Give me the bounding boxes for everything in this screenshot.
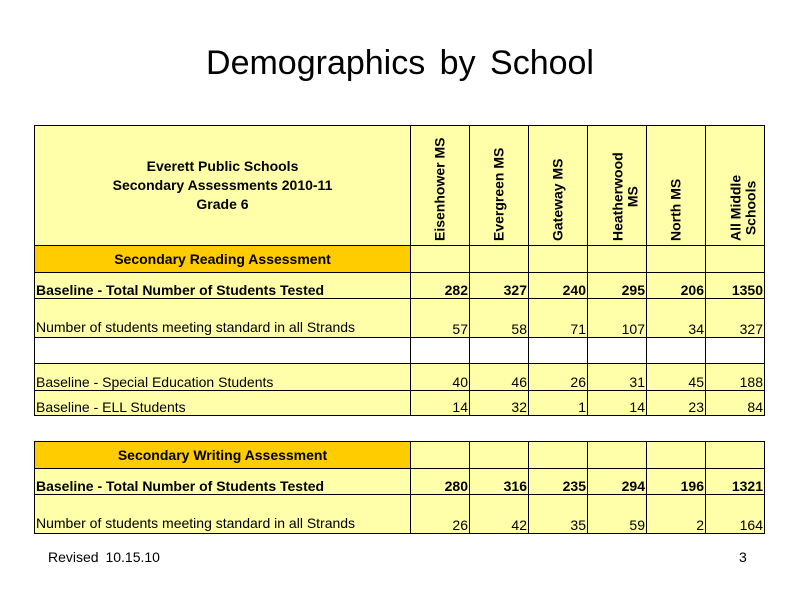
- school-header-all: [706, 126, 765, 246]
- slide-title: Demographics by School: [206, 44, 594, 82]
- school-header-gateway: [529, 126, 588, 246]
- value-cell: 84: [706, 391, 765, 416]
- empty-cell: [411, 338, 470, 364]
- value-cell: 2: [647, 495, 706, 534]
- empty-cell: [529, 442, 588, 469]
- spacer-row: [35, 338, 765, 364]
- value-cell: 316: [470, 469, 529, 495]
- value-cell: 40: [411, 364, 470, 391]
- value-cell: 188: [706, 364, 765, 391]
- empty-cell: [706, 442, 765, 469]
- value-cell: 58: [470, 299, 529, 338]
- value-cell: 327: [470, 273, 529, 299]
- row-label: Baseline - Total Number of Students Tested: [35, 469, 411, 495]
- value-cell: 71: [529, 299, 588, 338]
- school-name: Gateway MS: [549, 158, 566, 241]
- value-cell: 107: [588, 299, 647, 338]
- value-cell: 1321: [706, 469, 765, 495]
- table-row: [35, 495, 765, 534]
- empty-cell: [588, 246, 647, 273]
- reading-table: [34, 125, 765, 416]
- empty-cell: [706, 246, 765, 273]
- school-name-line2: MS: [624, 186, 641, 208]
- empty-cell: [411, 246, 470, 273]
- school-name: All Middle: [727, 174, 744, 241]
- value-cell: 26: [411, 495, 470, 534]
- writing-section-label: Secondary Writing Assessment: [35, 442, 411, 469]
- row-label: Baseline - Special Education Students: [35, 364, 411, 391]
- revised-date: Revised 10.15.10: [48, 549, 160, 565]
- value-cell: 235: [529, 469, 588, 495]
- row-label: Number of students meeting standard in all Strands: [35, 495, 411, 534]
- school-header-eisenhower: [411, 126, 470, 246]
- value-cell: 45: [647, 364, 706, 391]
- value-cell: 327: [706, 299, 765, 338]
- empty-cell: [647, 442, 706, 469]
- empty-cell: [529, 246, 588, 273]
- value-cell: 32: [470, 391, 529, 416]
- value-cell: 206: [647, 273, 706, 299]
- value-cell: 42: [470, 495, 529, 534]
- empty-cell: [470, 246, 529, 273]
- row-label: Baseline - ELL Students: [35, 391, 411, 416]
- school-header-heatherwood: [588, 126, 647, 246]
- empty-cell: [588, 338, 647, 364]
- value-cell: 1: [529, 391, 588, 416]
- school-header-evergreen: [470, 126, 529, 246]
- row-label: Baseline - Total Number of Students Tested: [35, 273, 411, 299]
- table-title-cell: [35, 126, 411, 246]
- empty-cell: [647, 246, 706, 273]
- value-cell: 196: [647, 469, 706, 495]
- value-cell: 1350: [706, 273, 765, 299]
- school-header-north: [647, 126, 706, 246]
- value-cell: 282: [411, 273, 470, 299]
- value-cell: 14: [411, 391, 470, 416]
- school-name: Evergreen MS: [490, 147, 507, 241]
- school-name: Eisenhower MS: [431, 137, 448, 241]
- school-name-line2: Schools: [742, 180, 759, 236]
- value-cell: 35: [529, 495, 588, 534]
- value-cell: 295: [588, 273, 647, 299]
- value-cell: 26: [529, 364, 588, 391]
- school-name: North MS: [667, 178, 684, 241]
- value-cell: 294: [588, 469, 647, 495]
- value-cell: 164: [706, 495, 765, 534]
- empty-cell: [647, 338, 706, 364]
- table-row: [35, 364, 765, 391]
- table-row: [35, 273, 765, 299]
- value-cell: 280: [411, 469, 470, 495]
- district-name: Everett Public Schools: [146, 158, 299, 174]
- value-cell: 14: [588, 391, 647, 416]
- table-row: [35, 469, 765, 495]
- grade-label: Grade 6: [196, 196, 249, 212]
- page-number: 3: [739, 549, 747, 565]
- assessment-year: Secondary Assessments 2010-11: [112, 177, 333, 193]
- value-cell: 57: [411, 299, 470, 338]
- value-cell: 240: [529, 273, 588, 299]
- school-name: Heatherwood: [609, 152, 626, 241]
- empty-cell: [411, 442, 470, 469]
- value-cell: 34: [647, 299, 706, 338]
- empty-cell: [706, 338, 765, 364]
- empty-cell: [470, 338, 529, 364]
- empty-cell: [470, 442, 529, 469]
- empty-cell: [588, 442, 647, 469]
- writing-table: [34, 441, 765, 534]
- value-cell: 31: [588, 364, 647, 391]
- value-cell: 59: [588, 495, 647, 534]
- value-cell: 23: [647, 391, 706, 416]
- table-row: [35, 299, 765, 338]
- row-label: Number of students meeting standard in all Strands: [35, 299, 411, 338]
- value-cell: 46: [470, 364, 529, 391]
- table-row: [35, 391, 765, 416]
- empty-cell: [35, 338, 411, 364]
- reading-section-label: Secondary Reading Assessment: [35, 246, 411, 273]
- empty-cell: [529, 338, 588, 364]
